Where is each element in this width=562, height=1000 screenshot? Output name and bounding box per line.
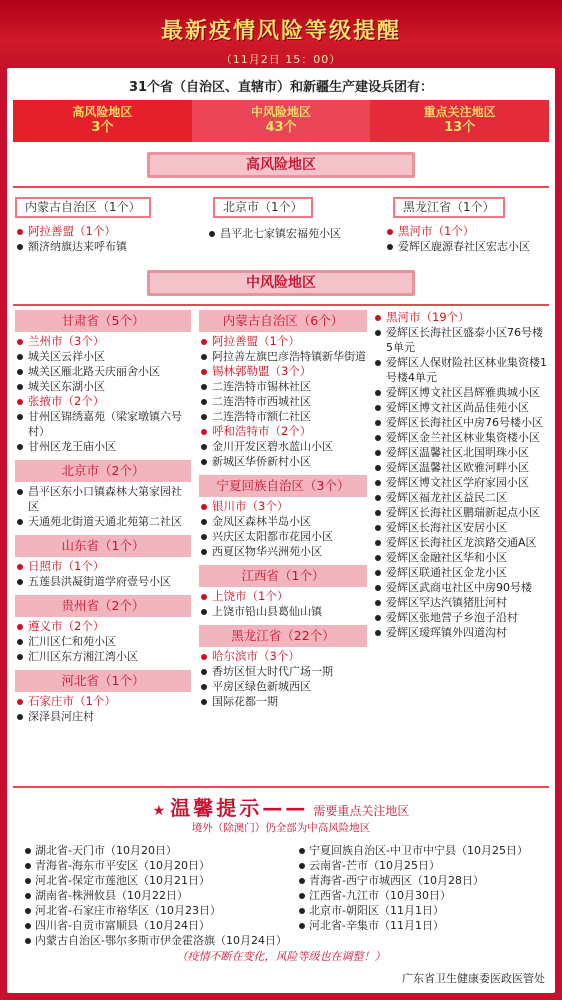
high-risk-groups	[7, 196, 555, 260]
tips-heading: 温馨提示——	[170, 796, 309, 820]
summary-mid-count: 43个	[265, 120, 297, 135]
heihe-list	[373, 325, 549, 640]
tips-subtitle: 需要重点关注地区	[313, 804, 410, 818]
list-item: 爱辉区瑷珲镇外四道沟村	[373, 625, 549, 640]
province-header: 甘肃省（5个）	[15, 310, 191, 332]
summary-bar	[13, 100, 549, 142]
tip-item: 云南省-芒市（10月25日）	[297, 858, 553, 873]
tip-item: 四川省-自贡市富顺县（10月24日）	[23, 918, 285, 933]
summary-mid-label: 中风险地区	[251, 105, 312, 119]
summary-focus	[370, 100, 549, 142]
tip-item: 江西省-九江市（10月30日）	[297, 888, 553, 903]
list-item: 爱辉区张地营子乡泡子沿村	[373, 610, 549, 625]
list-item: 阿拉善左旗巴彦浩特镇新华街道	[199, 349, 367, 364]
list-item: 西夏区物华兴洲苑小区	[199, 544, 367, 559]
province-label: 内蒙古自治区（1个）	[15, 197, 151, 218]
province-header: 北京市（2个）	[15, 460, 191, 482]
tips-note: 境外（除澳门）仍全部为中高风险地区	[191, 822, 371, 834]
list-item: 国际花都一期	[199, 694, 367, 709]
list-item: 爱辉区长海社区鹏瑞新起点小区	[373, 505, 549, 520]
city-label: 呼和浩特市（2个）	[199, 424, 367, 439]
list-item: 二连浩特市锡林社区	[199, 379, 367, 394]
list-item: 汇川区仁和苑小区	[15, 634, 191, 649]
list-item: 新城区华侨新村小区	[199, 454, 367, 469]
footer-note: （疫情不断在变化，风险等级也在调整！）	[176, 950, 386, 963]
page-title: 最新疫情风险等级提醒	[160, 19, 401, 44]
mid-col-3	[373, 310, 549, 640]
list-item: 爱辉区联通社区金龙小区	[373, 565, 549, 580]
list-item: 昌平北七家镇宏福苑小区	[207, 226, 375, 241]
province-header: 贵州省（2个）	[15, 595, 191, 617]
content-card	[7, 68, 555, 993]
tips-list-left	[23, 843, 285, 948]
summary-focus-count: 13个	[444, 120, 476, 135]
mid-col-2	[199, 310, 367, 709]
list-item: 天通苑北街道天通北苑第二社区	[15, 514, 191, 529]
mid-risk-header	[7, 270, 555, 306]
list-item: 爱辉区博文社区昌辉雅典城小区	[373, 385, 549, 400]
province-header: 宁夏回族自治区（3个）	[199, 475, 367, 497]
tips-title	[7, 792, 555, 818]
list-item: 昌平区东小口镇森林大第家园社区	[15, 484, 191, 514]
tip-item: 青海省-海东市平安区（10月20日）	[23, 858, 285, 873]
list-item: 爱辉区人保财险社区林业集资楼1号楼4单元	[373, 355, 549, 385]
city-label: 黑河市（19个）	[373, 310, 549, 325]
list-item: 平房区绿色新城西区	[199, 679, 367, 694]
province-label: 黑龙江省（1个）	[393, 197, 505, 218]
list-item: 甘州区锦绣嘉苑（梁家墩镇六号村）	[15, 409, 191, 439]
mid-risk-title: 中风险地区	[147, 270, 415, 296]
summary-mid	[192, 100, 371, 142]
high-group-1	[15, 196, 195, 254]
list-item: 爱辉区博文社区尚品佳苑小区	[373, 400, 549, 415]
publisher: 广东省卫生健康委医政医管处	[402, 972, 545, 985]
list-item: 二连浩特市额仁社区	[199, 409, 367, 424]
province-header: 内蒙古自治区（6个）	[199, 310, 367, 332]
tip-item: 湖南省-株洲攸县（10月22日）	[23, 888, 285, 903]
tips-section	[7, 786, 555, 973]
city-label: 石家庄市（1个）	[15, 694, 191, 709]
province-label: 北京市（1个）	[213, 197, 313, 218]
tip-item: 河北省-保定市莲池区（10月21日）	[23, 873, 285, 888]
list-item: 爱辉区金兰社区林业集资楼小区	[373, 430, 549, 445]
high-group-3	[385, 196, 547, 254]
list-item: 爱辉区金融社区华和小区	[373, 550, 549, 565]
list-item: 二连浩特市西城社区	[199, 394, 367, 409]
province-header: 河北省（1个）	[15, 670, 191, 692]
tip-item: 河北省-石家庄市裕华区（10月23日）	[23, 903, 285, 918]
list-item: 爱辉区温馨社区北国明珠小区	[373, 445, 549, 460]
list-item: 爱辉区武商屯社区中房90号楼	[373, 580, 549, 595]
list-item: 兴庆区太阳都市花园小区	[199, 529, 367, 544]
list-item: 金凤区森林半岛小区	[199, 514, 367, 529]
list-item: 五莲县洪凝街道学府壹号小区	[15, 574, 191, 589]
list-item: 城关区雁北路天庆丽舍小区	[15, 364, 191, 379]
list-item: 爱辉区博文社区学府家园小区	[373, 475, 549, 490]
city-label: 阿拉善盟（1个）	[199, 334, 367, 349]
city-label: 上饶市（1个）	[199, 589, 367, 604]
city-label: 黑河市（1个）	[385, 224, 547, 239]
city-label: 哈尔滨市（3个）	[199, 649, 367, 664]
list-item: 甘州区龙王庙小区	[15, 439, 191, 454]
tip-item: 河北省-辛集市（11月1日）	[297, 918, 553, 933]
list-item: 爱辉区温馨社区欧雅河畔小区	[373, 460, 549, 475]
city-label: 锡林郭勒盟（3个）	[199, 364, 367, 379]
list-item: 香坊区恒大时代广场一期	[199, 664, 367, 679]
province-header: 黑龙江省（22个）	[199, 625, 367, 647]
divider	[13, 786, 549, 788]
update-time: （11月2日 15：00）	[220, 53, 342, 66]
city-label: 兰州市（3个）	[15, 334, 191, 349]
divider	[13, 186, 549, 188]
summary-high	[13, 100, 192, 142]
tips-list-right	[297, 843, 553, 933]
list-item: 爱辉区长海社区中房76号楼小区	[373, 415, 549, 430]
list-item: 爱辉区长海社区龙滨路交通A区	[373, 535, 549, 550]
list-item: 额济纳旗达来呼布镇	[15, 239, 195, 254]
list-item: 金川开发区碧水蓝山小区	[199, 439, 367, 454]
mid-col-1	[15, 310, 191, 724]
summary-focus-label: 重点关注地区	[423, 105, 496, 119]
tip-item: 青海省-西宁市城西区（10月28日）	[297, 873, 553, 888]
list-item: 爱辉区福龙社区益民二区	[373, 490, 549, 505]
city-label: 银川市（3个）	[199, 499, 367, 514]
city-label: 日照市（1个）	[15, 559, 191, 574]
high-risk-title: 高风险地区	[147, 152, 415, 178]
tip-item: 内蒙古自治区-鄂尔多斯市伊金霍洛旗（10月24日）	[23, 933, 285, 948]
list-item: 城关区云祥小区	[15, 349, 191, 364]
province-header: 江西省（1个）	[199, 565, 367, 587]
star-icon: ★	[152, 803, 166, 819]
list-item: 上饶市铅山县葛仙山镇	[199, 604, 367, 619]
tip-item: 湖北省-天门市（10月20日）	[23, 843, 285, 858]
list-item: 爱辉区长海社区安居小区	[373, 520, 549, 535]
list-item: 爱辉区罕达汽镇猪肚河村	[373, 595, 549, 610]
list-item: 汇川区东方湘江湾小区	[15, 649, 191, 664]
province-header: 山东省（1个）	[15, 535, 191, 557]
list-item: 深泽县河庄村	[15, 709, 191, 724]
summary-high-count: 3个	[91, 120, 114, 135]
tip-item: 宁夏回族自治区-中卫市中宁县（10月25日）	[297, 843, 553, 858]
list-item: 城关区东湖小区	[15, 379, 191, 394]
high-group-2	[207, 196, 375, 241]
summary-high-label: 高风险地区	[72, 105, 133, 119]
header	[0, 0, 562, 68]
list-item: 爱辉区鹿源春社区宏志小区	[385, 239, 547, 254]
city-label: 遵义市（2个）	[15, 619, 191, 634]
tip-item: 北京市-朝阳区（11月1日）	[297, 903, 553, 918]
divider	[13, 304, 549, 306]
city-label: 阿拉善盟（1个）	[15, 224, 195, 239]
high-risk-section	[7, 152, 555, 188]
city-label: 张掖市（2个）	[15, 394, 191, 409]
list-item: 爱辉区长海社区盛泰小区76号楼5单元	[373, 325, 549, 355]
intro-text: 31个省（自治区、直辖市）和新疆生产建设兵团有：	[128, 80, 434, 95]
